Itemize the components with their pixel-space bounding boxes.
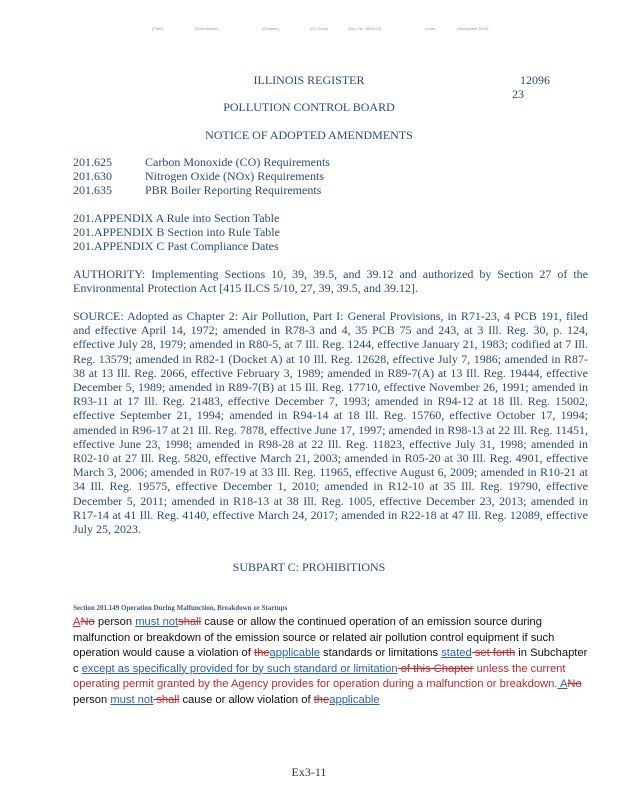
register-page-number: 12096 [520,73,550,87]
appendix-entry: 201.APPENDIX C Past Compliance Dates [73,239,279,253]
register-title: ILLINOIS REGISTER [253,73,365,87]
deleted-text: the [253,647,270,659]
header-field: (Workplace 2019) [457,26,489,31]
header-field: (Chapter) [262,26,279,31]
page-header-strip [0,26,618,36]
section-entry [73,155,330,169]
section-number: 201.625 [73,155,112,169]
section-heading: Section 201.149 Operation During Malfunction, Breakdown or Startups [73,604,288,612]
appendix-entry: 201.APPENDIX B Section into Rule Table [73,225,280,239]
inserted-text: must not [110,693,154,706]
inserted-text: except as specifically provided for by such standard or limitation [81,662,398,675]
deleted-text: No [80,616,95,628]
deleted-text: set forth [471,647,516,659]
body-text: standards or limitations [319,647,442,659]
header-field: (Ch Ends) [310,26,329,31]
section-body [73,615,588,708]
subpart-heading: SUBPART C: PROHIBITIONS [232,560,386,574]
section-title: Carbon Monoxide (CO) Requirements [145,155,330,169]
page-footer: Ex3-11 [291,765,327,779]
section-title: Nitrogen Oxide (NOx) Requirements [145,169,324,183]
inserted-text: stated [441,647,472,659]
header-field: (Filler) [152,26,164,31]
body-text: cause or allow the continued operation of an emission source during malfunction or breakdown of the emission source or related air pollution control equipment if such operation would cause a violation of [73,616,555,659]
notice-title: NOTICE OF ADOPTED AMENDMENTS [205,128,413,142]
section-title: PBR Boiler Reporting Requirements [145,183,322,197]
deleted-text: of this Chapter [397,662,474,675]
deleted-text: shall [153,693,180,706]
inserted-text: must not [135,616,179,628]
deleted-text: shall [178,616,202,628]
section-entry [73,183,321,197]
section-number: 201.635 [73,183,112,197]
moved-text: unless the current operating permit granted by the Agency provides for operation during a malfunction or breakdown. [73,662,566,690]
deleted-text: the [313,693,330,706]
section-number: 201.630 [73,169,112,183]
header-field: (Line) [425,26,436,31]
board-name: POLLUTION CONTROL BOARD [223,100,395,114]
inserted-text: applicable [329,693,380,706]
inserted-text: A [73,616,81,628]
deleted-text: No [567,678,582,690]
inserted-text: A [557,678,568,690]
appendix-entry: 201.APPENDIX A Rule into Section Table [73,211,280,225]
body-text: in Subchapter c [73,647,588,675]
body-text: person [94,616,136,628]
section-entry [73,169,324,183]
header-field: (Description) [195,26,218,31]
inserted-text: applicable [269,647,320,659]
source-paragraph: SOURCE: Adopted as Chapter 2: Air Pollution, Part I: General Provisions, in R71-23, 4 PCB 191, filed and effective April 14, 1972; amended in R78-3 and 4, 35 PCB 75 and 243, at 3 Ill. Reg. 30, p. 124, effective July 28, 1979; amended in R80-5, at 7 Ill. Reg. 1244, effective January 21, 1983; codified at 7 Ill. Reg. 13579; amended in R82-1 (Docket A) at 10 Ill. Reg. 12628, effective July 7, 1986; amended in R87-38 at 13 Ill. Reg. 2066, effective February 3, 1989; amended in R89-7(A) at 13 Ill. Reg. 19444, effective December 5, 1989; amended in R89-7(B) at 15 Ill. Reg. 17710, effective November 26, 1991; amended in R93-11 at 17 Ill. Reg. 21483, effective December 7, 1993; amended in R94-12 at 18 Ill. Reg. 15002, effective September 21, 1994; amended in R94-14 at 18 Ill. Reg. 15760, effective October 17, 1994; amended in R96-17 at 21 Ill. Reg. 7878, effective June 17, 1997; amended in R98-13 at 22 Ill. Reg. 11451, effective June 23, 1998; amended in R98-28 at 22 Ill. Reg. 11823, effective July 31, 1998; amended in R02-10 at 27 Ill. Reg. 5820, effective March 21, 2003; amended in R05-20 at 30 Ill. Reg. 4901, effective March 3, 2006; amended in R07-19 at 33 Ill. Reg. 11965, effective August 6, 2009; amended in R10-21 at 34 Ill. Reg. 19575, effective December 1, 2010; amended in R12-10 at 35 Ill. Reg. 19790, effective December 5, 2011; amended in R18-13 at 38 Ill. Reg. 1005, effective December 23, 2013; amended in R17-14 at 41 Ill. Reg. 4140, effective March 24, 2017; amended in R22-18 at 47 Ill. Reg. 12089, effective July 25, 2023. [73,309,588,537]
header-field: (Rev. No. 06/2019) [348,26,382,31]
body-text: person [73,693,111,706]
authority-paragraph: AUTHORITY: Implementing Sections 10, 39, 39.5, and 39.12 and authorized by Section 27 of the Environmental Protection Act [415 ILCS 5/10, 27, 39, 39.5, and 39.12]. [73,267,588,296]
register-issue-number: 23 [512,87,524,101]
body-text: cause or allow violation of [179,693,314,706]
